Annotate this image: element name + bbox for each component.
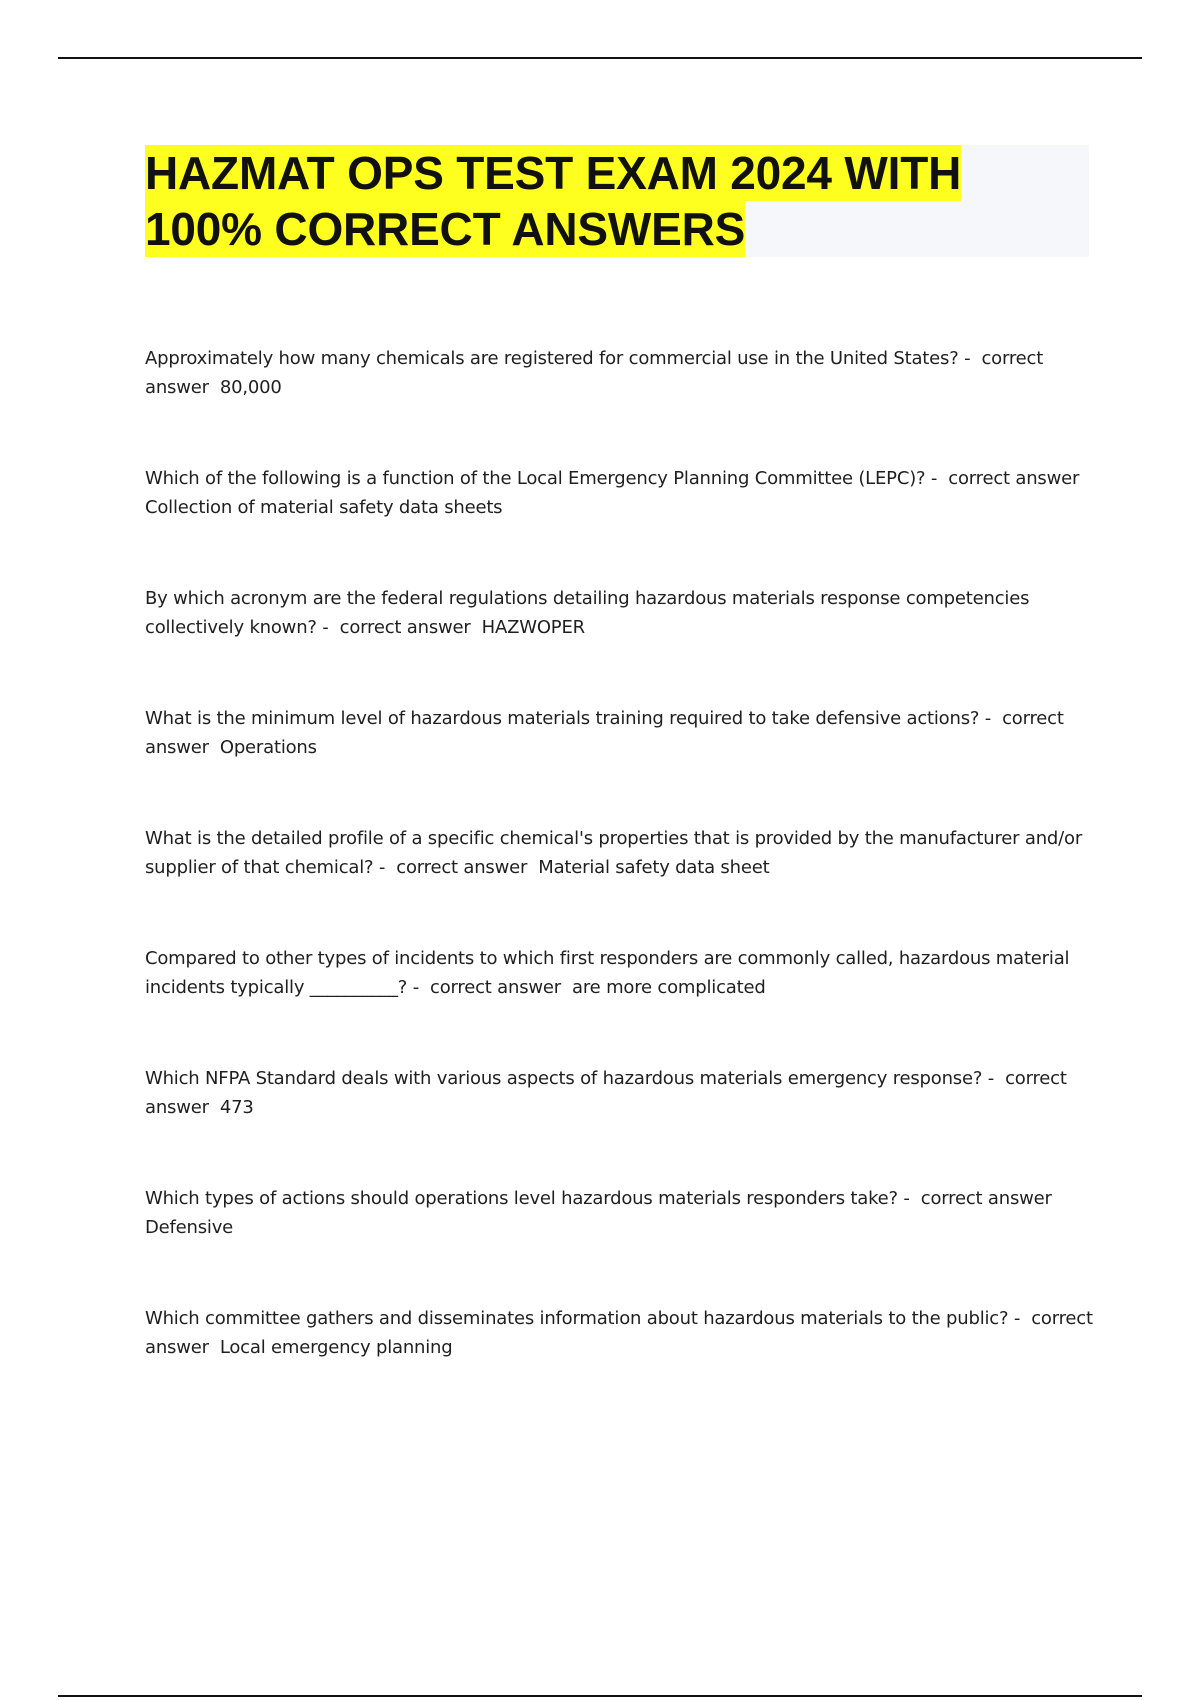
- question-text: Which NFPA Standard deals with various aspects of hazardous materials emergency response?: [145, 1068, 983, 1089]
- title-line-1: HAZMAT OPS TEST EXAM 2024 WITH: [145, 147, 962, 199]
- question-text: Which types of actions should operations level hazardous materials responders take?: [145, 1188, 898, 1209]
- answer-separator: - correct answer: [316, 617, 482, 638]
- qa-item: [145, 704, 1095, 824]
- qa-item: [145, 344, 1095, 464]
- question-text: Which of the following is a function of the Local Emergency Planning Committee (LEPC)?: [145, 468, 926, 489]
- answer-separator: - correct answer: [145, 1308, 1099, 1358]
- answer-text: Operations: [219, 737, 317, 758]
- answer-separator: - correct answer: [145, 348, 1049, 398]
- document-title: [145, 145, 1089, 257]
- answer-text: 473: [219, 1097, 254, 1118]
- qa-item: [145, 944, 1095, 1064]
- qa-item: [145, 584, 1095, 704]
- answer-separator: - correct answer: [407, 977, 573, 998]
- question-text: Which committee gathers and disseminates information about hazardous materials to the public?: [145, 1308, 1009, 1329]
- question-text: What is the minimum level of hazardous materials training required to take defensive actions?: [145, 708, 980, 729]
- question-text: Approximately how many chemicals are registered for commercial use in the United States?: [145, 348, 959, 369]
- answer-text: HAZWOPER: [481, 617, 585, 638]
- qa-item: [145, 824, 1095, 944]
- qa-item: [145, 464, 1095, 584]
- answer-text: Collection of material safety data sheets: [145, 497, 503, 518]
- question-text: By which acronym are the federal regulations detailing hazardous materials response competencies collectively known?: [145, 588, 1035, 638]
- answer-separator: - correct answer: [145, 708, 1070, 758]
- answer-text: Local emergency planning: [219, 1337, 453, 1358]
- question-text: What is the detailed profile of a specific chemical's properties that is provided by the manufacturer and/or supplier of that chemical?: [145, 828, 1088, 878]
- answer-separator: - correct answer: [925, 468, 1091, 489]
- answer-text: Defensive: [145, 1217, 234, 1238]
- answer-text: 80,000: [219, 377, 282, 398]
- answer-text: are more complicated: [572, 977, 766, 998]
- top-rule: [58, 57, 1142, 59]
- answer-separator: - correct answer: [897, 1188, 1063, 1209]
- answer-text: Material safety data sheet: [538, 857, 770, 878]
- qa-item: [145, 1184, 1095, 1304]
- question-text: Compared to other types of incidents to which first responders are commonly called, hazardous material incidents typically __________?: [145, 948, 1075, 998]
- qa-item: [145, 1304, 1099, 1424]
- question-list: [145, 344, 1099, 1424]
- answer-separator: - correct answer: [145, 1068, 1073, 1118]
- answer-separator: - correct answer: [373, 857, 539, 878]
- title-line-2: 100% CORRECT ANSWERS: [145, 203, 746, 255]
- qa-item: [145, 1064, 1095, 1184]
- bottom-rule: [58, 1695, 1142, 1697]
